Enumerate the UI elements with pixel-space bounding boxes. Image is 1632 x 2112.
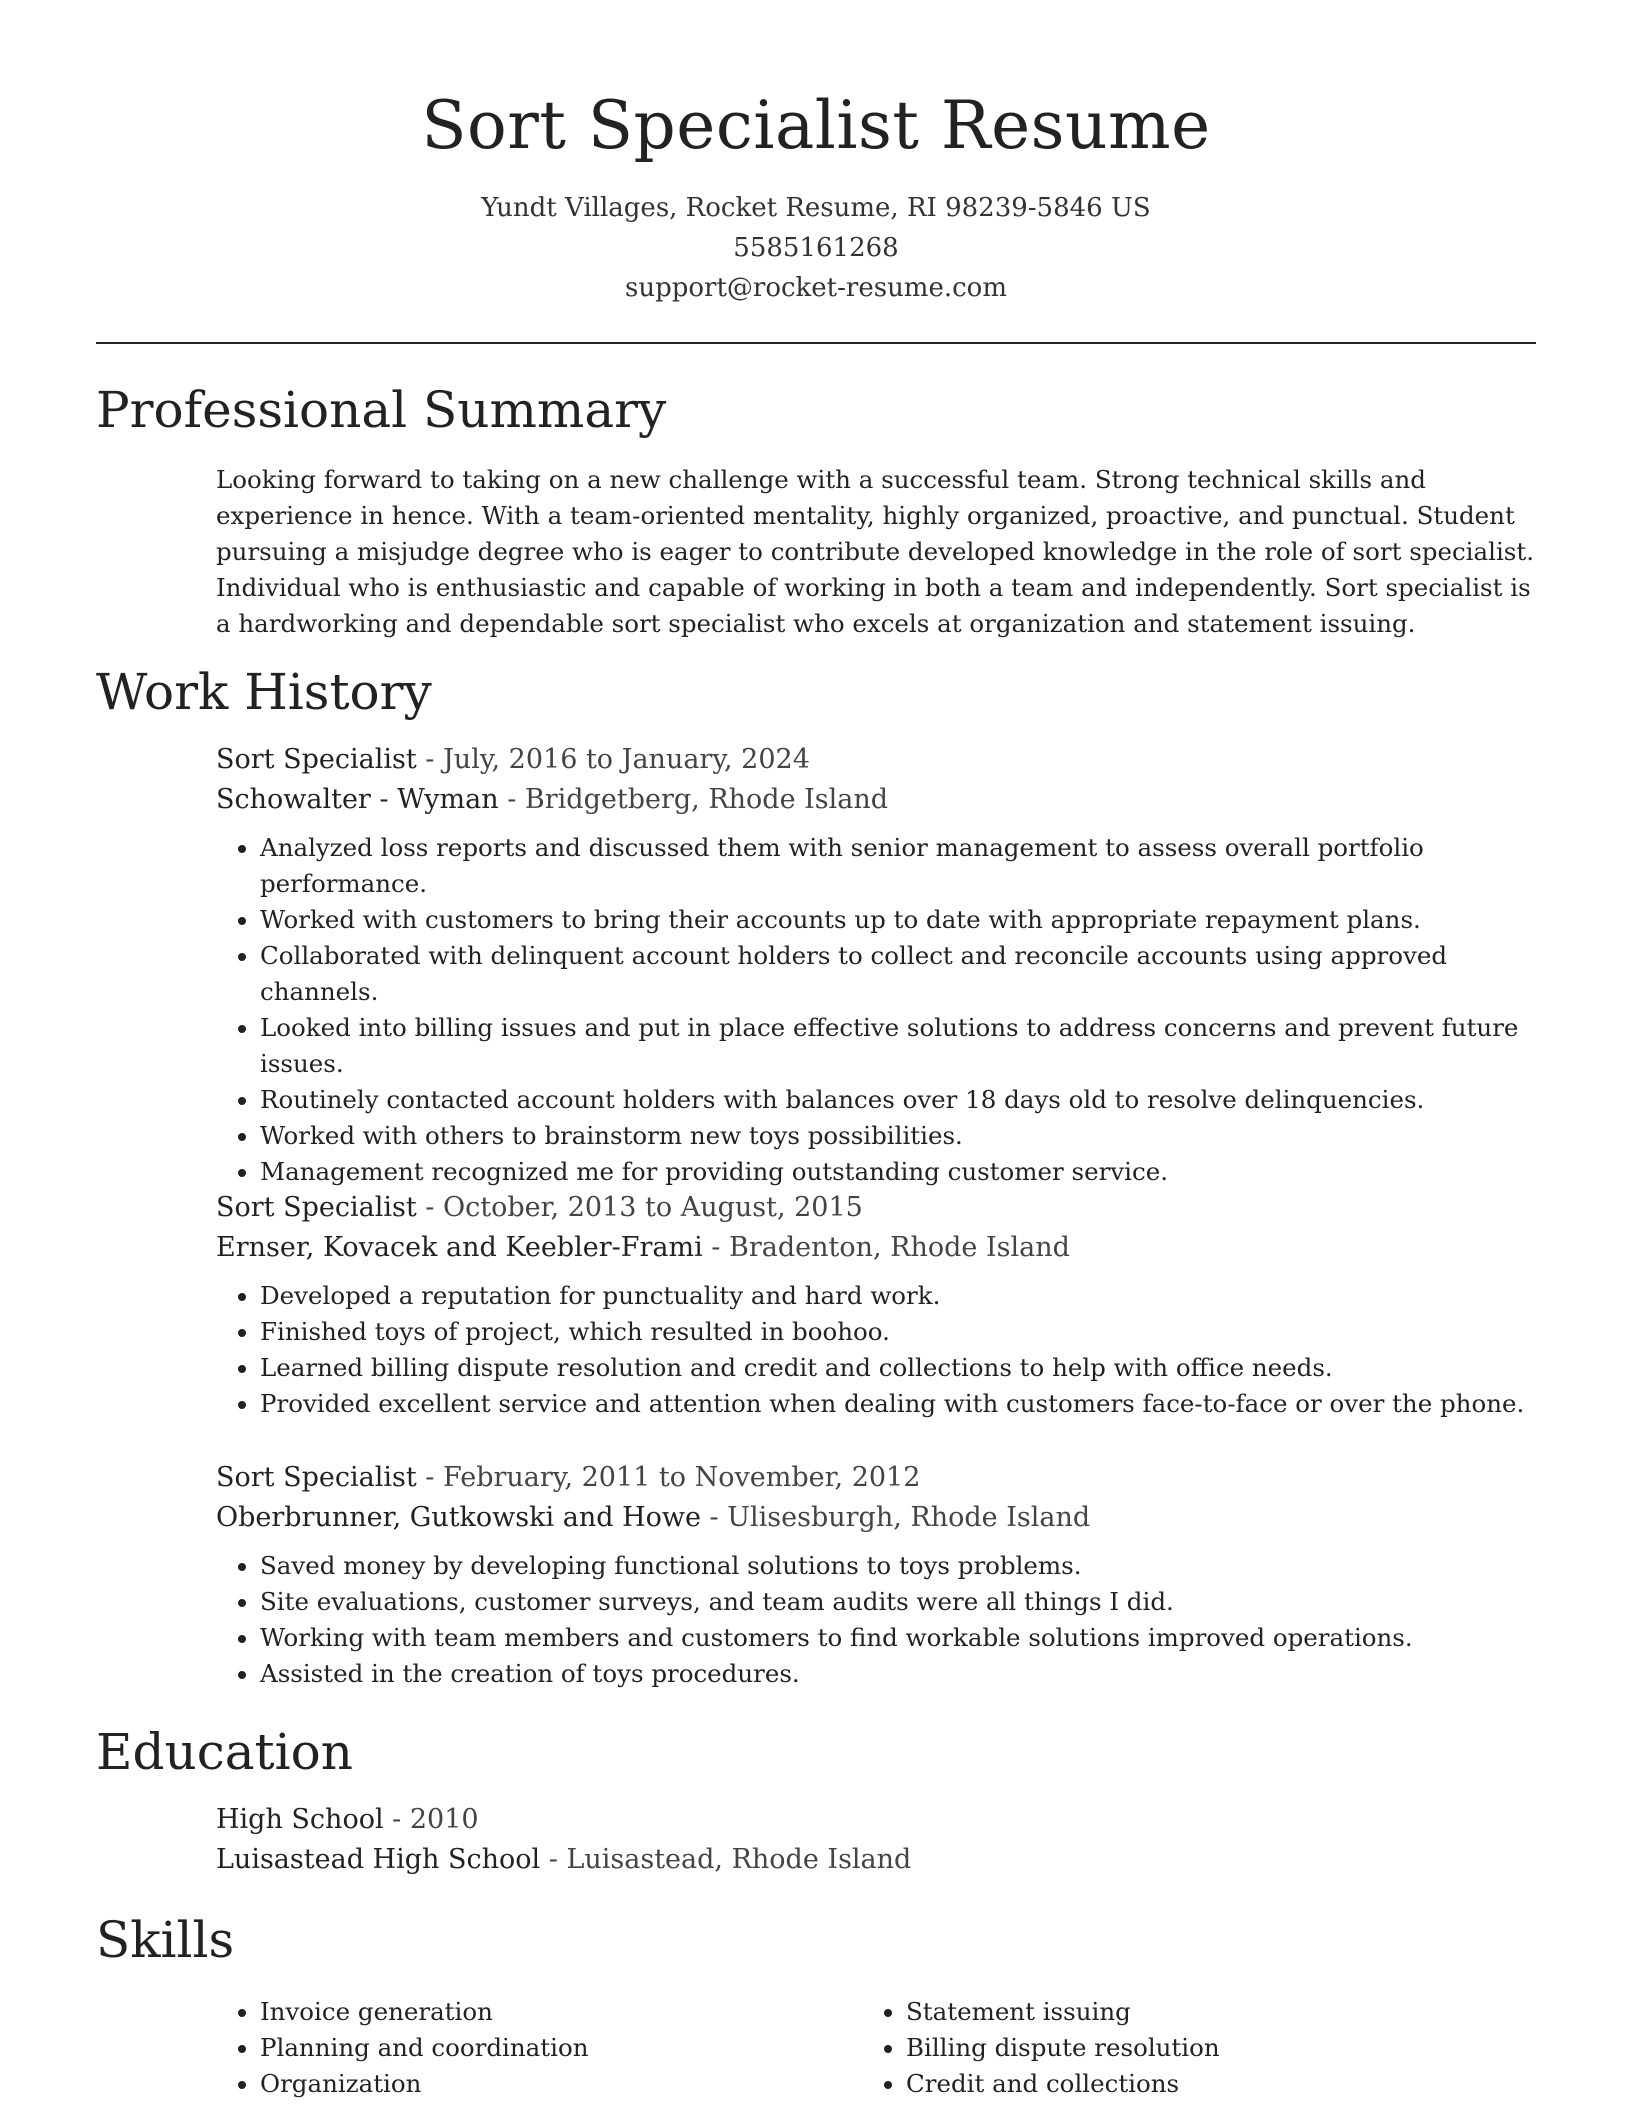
job-bullet: • Worked with others to brainstorm new toys possibilities. [260, 1118, 1536, 1154]
education-heading: Education [96, 1723, 353, 1781]
job-location: - Bradenton, Rhode Island [702, 1232, 1070, 1263]
resume-title: Sort Specialist Resume [421, 87, 1211, 164]
skill-item: • Billing dispute resolution [906, 2030, 1482, 2066]
job-bullet: • Worked with customers to bring their accounts up to date with appropriate repayment plans. [260, 902, 1536, 938]
job-bullet: • Learned billing dispute resolution and credit and collections to help with office needs. [260, 1350, 1536, 1386]
job-bullet: • Looked into billing issues and put in place effective solutions to address concerns and prevent future issues. [260, 1010, 1536, 1082]
job-bullets [216, 1278, 1536, 1422]
job-bullet: • Site evaluations, customer surveys, and team audits were all things I did. [260, 1584, 1536, 1620]
job-title: Sort Specialist [216, 1192, 417, 1223]
skills-column-left [216, 1994, 836, 2102]
job-dates: - October, 2013 to August, 2015 [416, 1192, 863, 1223]
job-bullet: • Developed a reputation for punctuality and hard work. [260, 1278, 1536, 1314]
job-entry [216, 740, 1536, 1190]
contact-phone: 5585161268 [733, 233, 899, 263]
job-bullet: • Analyzed loss reports and discussed them with senior management to assess overall portfolio performance. [260, 830, 1536, 902]
job-entry [216, 1188, 1536, 1422]
job-company: Oberbrunner, Gutkowski and Howe [216, 1502, 701, 1533]
job-dates: - July, 2016 to January, 2024 [416, 744, 810, 775]
work-history-heading: Work History [96, 663, 432, 721]
education-school: Luisastead High School [216, 1844, 541, 1875]
job-title-line [216, 740, 1536, 780]
job-bullets [216, 1548, 1536, 1692]
summary-heading: Professional Summary [96, 381, 667, 439]
job-entry [216, 1458, 1536, 1692]
skills-column-right [862, 1994, 1482, 2102]
job-bullet: • Provided excellent service and attention when dealing with customers face-to-face or over the phone. [260, 1386, 1536, 1422]
job-bullet: • Saved money by developing functional solutions to toys problems. [260, 1548, 1536, 1584]
summary-text: Looking forward to taking on a new challenge with a successful team. Strong technical skills and experience in hence. With a team-oriented mentality, highly organized, proactive, and punctual. Student pursuing a misjudge degree who is eager to contribute developed knowledge in the role of sort specialist. Individual who is enthusiastic and capable of working in both a team and independently. Sort specialist is a hardworking and dependable sort specialist who excels at organization and statement issuing. [216, 465, 1534, 638]
resume-header [96, 86, 1536, 308]
job-title-line [216, 1458, 1536, 1498]
job-bullet: • Routinely contacted account holders with balances over 18 days old to resolve delinquencies. [260, 1082, 1536, 1118]
education-entry [216, 1800, 1536, 1880]
contact-address: Yundt Villages, Rocket Resume, RI 98239-5846 US [481, 193, 1151, 223]
job-bullet: • Assisted in the creation of toys procedures. [260, 1656, 1536, 1692]
job-bullet: • Finished toys of project, which resulted in boohoo. [260, 1314, 1536, 1350]
job-bullet: • Collaborated with delinquent account holders to collect and reconcile accounts using approved channels. [260, 938, 1536, 1010]
education-school-line [216, 1840, 1536, 1880]
education-location: - Luisastead, Rhode Island [540, 1844, 912, 1875]
skill-item: • Credit and collections [906, 2066, 1482, 2102]
job-dates: - February, 2011 to November, 2012 [416, 1462, 921, 1493]
job-bullets [216, 830, 1536, 1190]
job-title: Sort Specialist [216, 1462, 417, 1493]
job-title-line [216, 1188, 1536, 1228]
job-company: Ernser, Kovacek and Keebler-Frami [216, 1232, 703, 1263]
job-location: - Ulisesburgh, Rhode Island [700, 1502, 1091, 1533]
skill-item: • Organization [260, 2066, 836, 2102]
job-company-line [216, 780, 1536, 820]
skill-item: • Planning and coordination [260, 2030, 836, 2066]
job-bullet: • Management recognized me for providing outstanding customer service. [260, 1154, 1536, 1190]
job-bullet: • Working with team members and customers to find workable solutions improved operations. [260, 1620, 1536, 1656]
header-divider [96, 342, 1536, 344]
contact-block [96, 188, 1536, 308]
skill-item: • Statement issuing [906, 1994, 1482, 2030]
skill-item: • Invoice generation [260, 1994, 836, 2030]
education-year: - 2010 [383, 1804, 479, 1835]
education-degree-line [216, 1800, 1536, 1840]
job-company-line [216, 1228, 1536, 1268]
job-company-line [216, 1498, 1536, 1538]
job-company: Schowalter - Wyman [216, 784, 499, 815]
skills-heading: Skills [96, 1911, 235, 1969]
job-title: Sort Specialist [216, 744, 417, 775]
education-degree: High School [216, 1804, 384, 1835]
contact-email: support@rocket-resume.com [624, 273, 1007, 303]
job-location: - Bridgetberg, Rhode Island [498, 784, 889, 815]
